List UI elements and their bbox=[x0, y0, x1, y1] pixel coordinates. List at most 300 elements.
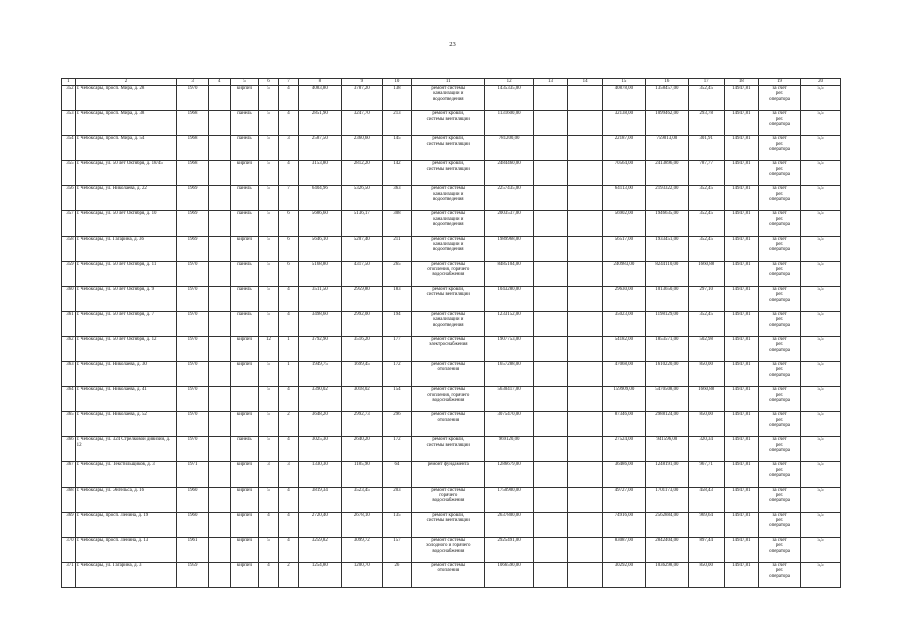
cell-c17: 897,44 bbox=[688, 537, 724, 562]
cell-ent: 4 bbox=[278, 161, 298, 186]
cell-n: 371 bbox=[62, 562, 76, 587]
table-row bbox=[62, 462, 841, 487]
cell-src: за счет рег. оператора bbox=[759, 186, 801, 211]
cell-c15: 22187,00 bbox=[602, 136, 645, 161]
cell-c4 bbox=[208, 136, 230, 161]
cell-c4 bbox=[208, 437, 230, 462]
cell-c12 bbox=[568, 261, 603, 286]
cell-c4 bbox=[208, 236, 230, 261]
cell-c11 bbox=[533, 111, 568, 136]
cell-c11 bbox=[533, 487, 568, 512]
cell-c16: 941596,00 bbox=[645, 437, 688, 462]
table-row bbox=[62, 186, 841, 211]
cell-term: 5,5 bbox=[801, 136, 841, 161]
cell-term: 5,5 bbox=[801, 362, 841, 387]
cell-c16: 2413896,00 bbox=[645, 161, 688, 186]
cell-c11 bbox=[533, 412, 568, 437]
cell-area2: 2992,00 bbox=[341, 311, 382, 336]
cell-res: 363 bbox=[382, 186, 411, 211]
cell-addr: г. Чебоксары, ул. 50 лет Октября, д. 7 bbox=[75, 311, 177, 336]
cell-mat: кирпич bbox=[230, 86, 258, 111]
cell-work: ремонт системы канализации и водоотведения bbox=[412, 311, 485, 336]
cell-c15: 36486,00 bbox=[602, 462, 645, 487]
cell-res: 177 bbox=[382, 336, 411, 361]
cell-year: 1969 bbox=[177, 186, 208, 211]
cell-c12 bbox=[568, 512, 603, 537]
cell-year: 1970 bbox=[177, 437, 208, 462]
cell-floors: 12 bbox=[259, 336, 279, 361]
cell-cost: 1233152,00 bbox=[485, 311, 533, 336]
cell-area2: 5207,40 bbox=[341, 236, 382, 261]
cell-addr: г. Чебоксары, ул. Николаева, д. 22 bbox=[75, 186, 177, 211]
cell-n: 362 bbox=[62, 336, 76, 361]
cell-cost: 1750900,00 bbox=[485, 487, 533, 512]
cell-c11 bbox=[533, 211, 568, 236]
cell-floors: 5 bbox=[259, 487, 279, 512]
table-row bbox=[62, 362, 841, 387]
cell-ent: 2 bbox=[278, 562, 298, 587]
cell-c15: 32138,00 bbox=[602, 111, 645, 136]
housing-repair-register-table bbox=[61, 78, 841, 588]
cell-area1: 5646,10 bbox=[298, 236, 341, 261]
cell-c18: 14947,81 bbox=[724, 236, 759, 261]
cell-cost: 2257435,00 bbox=[485, 186, 533, 211]
cell-n: 367 bbox=[62, 462, 76, 487]
cell-c17: 1660,88 bbox=[688, 387, 724, 412]
cell-addr: г. Чебоксары, просп. Мира, д. 54 bbox=[75, 136, 177, 161]
cell-area2: 2959,80 bbox=[341, 286, 382, 311]
cell-src: за счет рег. оператора bbox=[759, 261, 801, 286]
cell-term: 5,5 bbox=[801, 86, 841, 111]
table-row bbox=[62, 412, 841, 437]
cell-mat: кирпич bbox=[230, 537, 258, 562]
cell-term: 5,5 bbox=[801, 311, 841, 336]
table-row bbox=[62, 387, 841, 412]
cell-year: 1971 bbox=[177, 462, 208, 487]
cell-addr: г. Чебоксары, ул. Гагарина, д. 3 bbox=[75, 562, 177, 587]
cell-mat: кирпич bbox=[230, 512, 258, 537]
cell-area1: 2587,50 bbox=[298, 136, 341, 161]
cell-src: за счет рег. оператора bbox=[759, 286, 801, 311]
column-number-cell: 13 bbox=[533, 79, 568, 86]
cell-term: 5,5 bbox=[801, 437, 841, 462]
cell-cost: 781200,00 bbox=[485, 136, 533, 161]
cell-c18: 14947,81 bbox=[724, 562, 759, 587]
cell-area1: 5686,60 bbox=[298, 211, 341, 236]
cell-c17: 320,34 bbox=[688, 437, 724, 462]
cell-floors: 5 bbox=[259, 136, 279, 161]
cell-src: за счет рег. оператора bbox=[759, 211, 801, 236]
cell-c16: 1013650,00 bbox=[645, 286, 688, 311]
cell-c11 bbox=[533, 512, 568, 537]
cell-mat: кирпич bbox=[230, 462, 258, 487]
cell-c17: 1660,88 bbox=[688, 261, 724, 286]
cell-c4 bbox=[208, 211, 230, 236]
cell-n: 363 bbox=[62, 362, 76, 387]
cell-work: ремонт системы канализации и водоотведения bbox=[412, 186, 485, 211]
cell-area2: 2812,20 bbox=[341, 161, 382, 186]
cell-src: за счет рег. оператора bbox=[759, 111, 801, 136]
cell-res: 203 bbox=[382, 487, 411, 512]
cell-res: 138 bbox=[382, 86, 411, 111]
cell-n: 356 bbox=[62, 186, 76, 211]
cell-term: 5,5 bbox=[801, 512, 841, 537]
cell-n: 357 bbox=[62, 211, 76, 236]
cell-mat: кирпич bbox=[230, 236, 258, 261]
cell-ent: 6 bbox=[278, 236, 298, 261]
cell-ent: 4 bbox=[278, 111, 298, 136]
cell-c15: 27524,00 bbox=[602, 437, 645, 462]
cell-c4 bbox=[208, 462, 230, 487]
cell-addr: г. Чебоксары, ул. 50 лет Октября, д. 9 bbox=[75, 286, 177, 311]
cell-c11 bbox=[533, 236, 568, 261]
cell-addr: г. Чебоксары, ул. Николаева, д. 30 bbox=[75, 362, 177, 387]
cell-c17: 502,98 bbox=[688, 336, 724, 361]
cell-c4 bbox=[208, 311, 230, 336]
cell-c12 bbox=[568, 387, 603, 412]
column-number-cell: 16 bbox=[645, 79, 688, 86]
cell-c15: 56902,00 bbox=[602, 211, 645, 236]
cell-addr: г. Чебоксары, ул. 50 лет Октября, д. 18/45 bbox=[75, 161, 177, 186]
cell-c15: 47068,00 bbox=[602, 362, 645, 387]
cell-c11 bbox=[533, 387, 568, 412]
cell-n: 352 bbox=[62, 86, 76, 111]
cell-mat: кирпич bbox=[230, 161, 258, 186]
cell-n: 369 bbox=[62, 512, 76, 537]
cell-c17: 850,00 bbox=[688, 562, 724, 587]
cell-floors: 5 bbox=[259, 261, 279, 286]
cell-c15: 29630,00 bbox=[602, 286, 645, 311]
cell-c16: 5470508,00 bbox=[645, 387, 688, 412]
cell-term: 5,5 bbox=[801, 387, 841, 412]
cell-floors: 5 bbox=[259, 86, 279, 111]
cell-cost: 3075470,00 bbox=[485, 412, 533, 437]
cell-cost: 1435335,00 bbox=[485, 86, 533, 111]
cell-c16: 2193322,00 bbox=[645, 186, 688, 211]
cell-addr: г. Чебоксары, ул. Текстильщиков, д. 3 bbox=[75, 462, 177, 487]
cell-addr: г. Чебоксары, ул. Николаева, д. 52 bbox=[75, 412, 177, 437]
cell-cost: 1286679,00 bbox=[485, 462, 533, 487]
cell-res: 154 bbox=[382, 387, 411, 412]
cell-mat bbox=[230, 387, 258, 412]
cell-ent: 4 bbox=[278, 86, 298, 111]
cell-n: 358 bbox=[62, 236, 76, 261]
cell-src: за счет рег. оператора bbox=[759, 362, 801, 387]
cell-area1: 3511,50 bbox=[298, 286, 341, 311]
cell-c4 bbox=[208, 512, 230, 537]
cell-c17: 787,77 bbox=[688, 161, 724, 186]
cell-area2: 3523,45 bbox=[341, 487, 382, 512]
cell-n: 354 bbox=[62, 136, 76, 161]
cell-area1: 1254,80 bbox=[298, 562, 341, 587]
cell-c4 bbox=[208, 487, 230, 512]
cell-area1: 3025,30 bbox=[298, 437, 341, 462]
cell-floors: 5 bbox=[259, 311, 279, 336]
cell-year: 1970 bbox=[177, 362, 208, 387]
cell-area2: 3787,20 bbox=[341, 86, 382, 111]
cell-c17: 458,43 bbox=[688, 487, 724, 512]
cell-c16: 1610220,00 bbox=[645, 362, 688, 387]
cell-c11 bbox=[533, 437, 568, 462]
cell-c12 bbox=[568, 186, 603, 211]
cell-c18: 14947,81 bbox=[724, 211, 759, 236]
cell-c12 bbox=[568, 537, 603, 562]
cell-c18: 14947,81 bbox=[724, 311, 759, 336]
cell-addr: г. Чебоксары, просп. Мира, д. 28 bbox=[75, 86, 177, 111]
cell-c11 bbox=[533, 537, 568, 562]
cell-mat: панель bbox=[230, 136, 258, 161]
cell-mat: кирпич bbox=[230, 362, 258, 387]
cell-c12 bbox=[568, 236, 603, 261]
cell-c16: 1701173,00 bbox=[645, 487, 688, 512]
cell-area1: 2720,40 bbox=[298, 512, 341, 537]
cell-ent: 2 bbox=[278, 412, 298, 437]
cell-floors: 4 bbox=[259, 562, 279, 587]
cell-c18: 14947,81 bbox=[724, 136, 759, 161]
cell-area1: 2851,90 bbox=[298, 111, 341, 136]
cell-c12 bbox=[568, 462, 603, 487]
cell-res: 26 bbox=[382, 562, 411, 587]
cell-c15: 74916,00 bbox=[602, 512, 645, 537]
cell-floors: 5 bbox=[259, 186, 279, 211]
cell-c16: 1358457,00 bbox=[645, 86, 688, 111]
cell-cost: 8485104,00 bbox=[485, 261, 533, 286]
cell-work: ремонт кровли, системы вентиляции bbox=[412, 512, 485, 537]
cell-n: 368 bbox=[62, 487, 76, 512]
cell-c12 bbox=[568, 136, 603, 161]
cell-year: 1960 bbox=[177, 512, 208, 537]
cell-c16: 1933451,00 bbox=[645, 236, 688, 261]
cell-c4 bbox=[208, 362, 230, 387]
table-row bbox=[62, 286, 841, 311]
cell-area1: 3648,20 bbox=[298, 412, 341, 437]
cell-cost: 1131600,00 bbox=[485, 111, 533, 136]
cell-n: 364 bbox=[62, 387, 76, 412]
cell-res: 296 bbox=[382, 412, 411, 437]
table-row bbox=[62, 437, 841, 462]
cell-res: 211 bbox=[382, 236, 411, 261]
cell-ent: 4 bbox=[278, 311, 298, 336]
cell-addr: г. Чебоксары, ул. Гагарина, д. 36 bbox=[75, 236, 177, 261]
cell-year: 1970 bbox=[177, 311, 208, 336]
cell-c4 bbox=[208, 161, 230, 186]
cell-c17: 293,78 bbox=[688, 111, 724, 136]
cell-res: 135 bbox=[382, 512, 411, 537]
cell-cost: 969120,00 bbox=[485, 437, 533, 462]
cell-mat: панель bbox=[230, 211, 258, 236]
cell-c4 bbox=[208, 261, 230, 286]
cell-year: 1970 bbox=[177, 261, 208, 286]
cell-work: ремонт кровли, системы вентиляции bbox=[412, 136, 485, 161]
cell-year: 1968 bbox=[177, 161, 208, 186]
cell-addr: г. Чебоксары, просп. Ленина, д. 19 bbox=[75, 512, 177, 537]
cell-area1: 3390,02 bbox=[298, 387, 341, 412]
cell-cost: 1657288,00 bbox=[485, 362, 533, 387]
cell-c11 bbox=[533, 462, 568, 487]
cell-term: 5,5 bbox=[801, 537, 841, 562]
cell-floors: 5 bbox=[259, 537, 279, 562]
cell-c15: 54182,00 bbox=[602, 336, 645, 361]
cell-c12 bbox=[568, 437, 603, 462]
cell-ent: 4 bbox=[278, 512, 298, 537]
cell-area2: 3099,72 bbox=[341, 537, 382, 562]
cell-cost: 5630417,00 bbox=[485, 387, 533, 412]
cell-c16: 2562884,00 bbox=[645, 512, 688, 537]
cell-cost: 1066590,00 bbox=[485, 562, 533, 587]
cell-area2: 3247,70 bbox=[341, 111, 382, 136]
cell-area2: 3018,02 bbox=[341, 387, 382, 412]
cell-mat: панель bbox=[230, 286, 258, 311]
cell-mat: кирпич bbox=[230, 487, 258, 512]
column-number-cell: 17 bbox=[688, 79, 724, 86]
cell-work: ремонт кровли, системы вентиляции bbox=[412, 286, 485, 311]
cell-work: ремонт системы горячего водоснабжения bbox=[412, 487, 485, 512]
cell-mat: панель bbox=[230, 261, 258, 286]
cell-c11 bbox=[533, 261, 568, 286]
cell-cost: 2637800,00 bbox=[485, 512, 533, 537]
cell-work: ремонт системы отопления bbox=[412, 562, 485, 587]
cell-term: 5,5 bbox=[801, 111, 841, 136]
column-number-cell: 20 bbox=[801, 79, 841, 86]
cell-addr: г. Чебоксары, ул. Энгельса, д. 16 bbox=[75, 487, 177, 512]
cell-ent: 7 bbox=[278, 186, 298, 211]
cell-work: ремонт системы отопления, горячего водоснабжения bbox=[412, 261, 485, 286]
column-number-cell: 10 bbox=[382, 79, 411, 86]
cell-floors: 5 bbox=[259, 286, 279, 311]
cell-res: 308 bbox=[382, 211, 411, 236]
cell-ent: 3 bbox=[278, 136, 298, 161]
cell-area2: 2640,20 bbox=[341, 437, 382, 462]
cell-src: за счет рег. оператора bbox=[759, 437, 801, 462]
cell-c16: 1036298,00 bbox=[645, 562, 688, 587]
cell-c18: 14947,81 bbox=[724, 462, 759, 487]
cell-c12 bbox=[568, 211, 603, 236]
cell-c18: 14947,81 bbox=[724, 387, 759, 412]
cell-year: 1960 bbox=[177, 487, 208, 512]
cell-c17: 969,64 bbox=[688, 512, 724, 537]
cell-area1: 6404,96 bbox=[298, 186, 341, 211]
cell-c17: 967,71 bbox=[688, 462, 724, 487]
column-number-cell: 7 bbox=[278, 79, 298, 86]
cell-res: 145 bbox=[382, 136, 411, 161]
cell-c18: 14947,81 bbox=[724, 186, 759, 211]
cell-c11 bbox=[533, 336, 568, 361]
cell-c16: 2842404,00 bbox=[645, 537, 688, 562]
cell-area1: 5168,80 bbox=[298, 261, 341, 286]
cell-area2: 5326,50 bbox=[341, 186, 382, 211]
cell-c16: 1853571,00 bbox=[645, 336, 688, 361]
cell-term: 5,5 bbox=[801, 236, 841, 261]
cell-ent: 3 bbox=[278, 462, 298, 487]
cell-res: 142 bbox=[382, 161, 411, 186]
cell-src: за счет рег. оператора bbox=[759, 311, 801, 336]
cell-floors: 5 bbox=[259, 111, 279, 136]
cell-c16: 1248191,00 bbox=[645, 462, 688, 487]
column-number-cell: 4 bbox=[208, 79, 230, 86]
cell-c17: 352,45 bbox=[688, 311, 724, 336]
cell-c12 bbox=[568, 311, 603, 336]
cell-floors: 5 bbox=[259, 437, 279, 462]
cell-addr: г. Чебоксары, ул. 50 лет Октября, д. 11 bbox=[75, 261, 177, 286]
cell-n: 353 bbox=[62, 111, 76, 136]
cell-year: 1968 bbox=[177, 111, 208, 136]
table-row bbox=[62, 562, 841, 587]
cell-ent: 1 bbox=[278, 336, 298, 361]
cell-res: 194 bbox=[382, 311, 411, 336]
cell-term: 5,5 bbox=[801, 336, 841, 361]
cell-c15: 83087,00 bbox=[602, 537, 645, 562]
cell-year: 1970 bbox=[177, 336, 208, 361]
table-row bbox=[62, 211, 841, 236]
cell-c4 bbox=[208, 387, 230, 412]
cell-year: 1969 bbox=[177, 236, 208, 261]
column-number-cell: 14 bbox=[568, 79, 603, 86]
cell-cost: 2925491,00 bbox=[485, 537, 533, 562]
cell-n: 370 bbox=[62, 537, 76, 562]
cell-year: 1961 bbox=[177, 537, 208, 562]
cell-work: ремонт фундамента bbox=[412, 462, 485, 487]
cell-c12 bbox=[568, 86, 603, 111]
cell-ent: 6 bbox=[278, 261, 298, 286]
page-number: 23 bbox=[449, 41, 456, 48]
column-number-cell: 1 bbox=[62, 79, 76, 86]
cell-work: ремонт системы электроснабжения bbox=[412, 336, 485, 361]
cell-work: ремонт кровли, системы вентиляции bbox=[412, 111, 485, 136]
column-number-cell: 12 bbox=[485, 79, 533, 86]
cell-work: ремонт кровли, системы вентиляции bbox=[412, 437, 485, 462]
cell-c4 bbox=[208, 111, 230, 136]
cell-work: ремонт кровли, системы вентиляции bbox=[412, 161, 485, 186]
cell-c18: 14947,81 bbox=[724, 336, 759, 361]
cell-c12 bbox=[568, 487, 603, 512]
cell-term: 5,5 bbox=[801, 161, 841, 186]
cell-c18: 14947,81 bbox=[724, 286, 759, 311]
cell-area2: 5136,17 bbox=[341, 211, 382, 236]
cell-c4 bbox=[208, 562, 230, 587]
cell-work: ремонт системы отопления, горячего водоснабжения bbox=[412, 387, 485, 412]
cell-term: 5,5 bbox=[801, 412, 841, 437]
cell-c16: 8244110,00 bbox=[645, 261, 688, 286]
cell-c17: 297,10 bbox=[688, 286, 724, 311]
cell-src: за счет рег. оператора bbox=[759, 562, 801, 587]
cell-area2: 1200,70 bbox=[341, 562, 382, 587]
cell-year: 1969 bbox=[177, 211, 208, 236]
cell-n: 359 bbox=[62, 261, 76, 286]
cell-c15: 35023,00 bbox=[602, 311, 645, 336]
cell-c18: 14947,81 bbox=[724, 111, 759, 136]
cell-c11 bbox=[533, 562, 568, 587]
cell-work: ремонт системы канализации и водоотведения bbox=[412, 86, 485, 111]
cell-c12 bbox=[568, 286, 603, 311]
cell-floors: 4 bbox=[259, 512, 279, 537]
cell-year: 1970 bbox=[177, 387, 208, 412]
cell-ent: 4 bbox=[278, 437, 298, 462]
cell-cost: 2003537,00 bbox=[485, 211, 533, 236]
cell-src: за счет рег. оператора bbox=[759, 236, 801, 261]
cell-addr: г. Чебоксары, просп. Ленина, д. 13 bbox=[75, 537, 177, 562]
cell-c15: 159909,00 bbox=[602, 387, 645, 412]
cell-c4 bbox=[208, 412, 230, 437]
cell-mat: кирпич bbox=[230, 336, 258, 361]
cell-year: 1970 bbox=[177, 86, 208, 111]
cell-addr: г. Чебоксары, ул. 50 лет Октября, д. 12 bbox=[75, 336, 177, 361]
cell-mat: панель bbox=[230, 111, 258, 136]
cell-c18: 14947,81 bbox=[724, 161, 759, 186]
cell-c12 bbox=[568, 336, 603, 361]
cell-c16: 1198129,00 bbox=[645, 311, 688, 336]
cell-c15: 56517,00 bbox=[602, 236, 645, 261]
table-row bbox=[62, 86, 841, 111]
